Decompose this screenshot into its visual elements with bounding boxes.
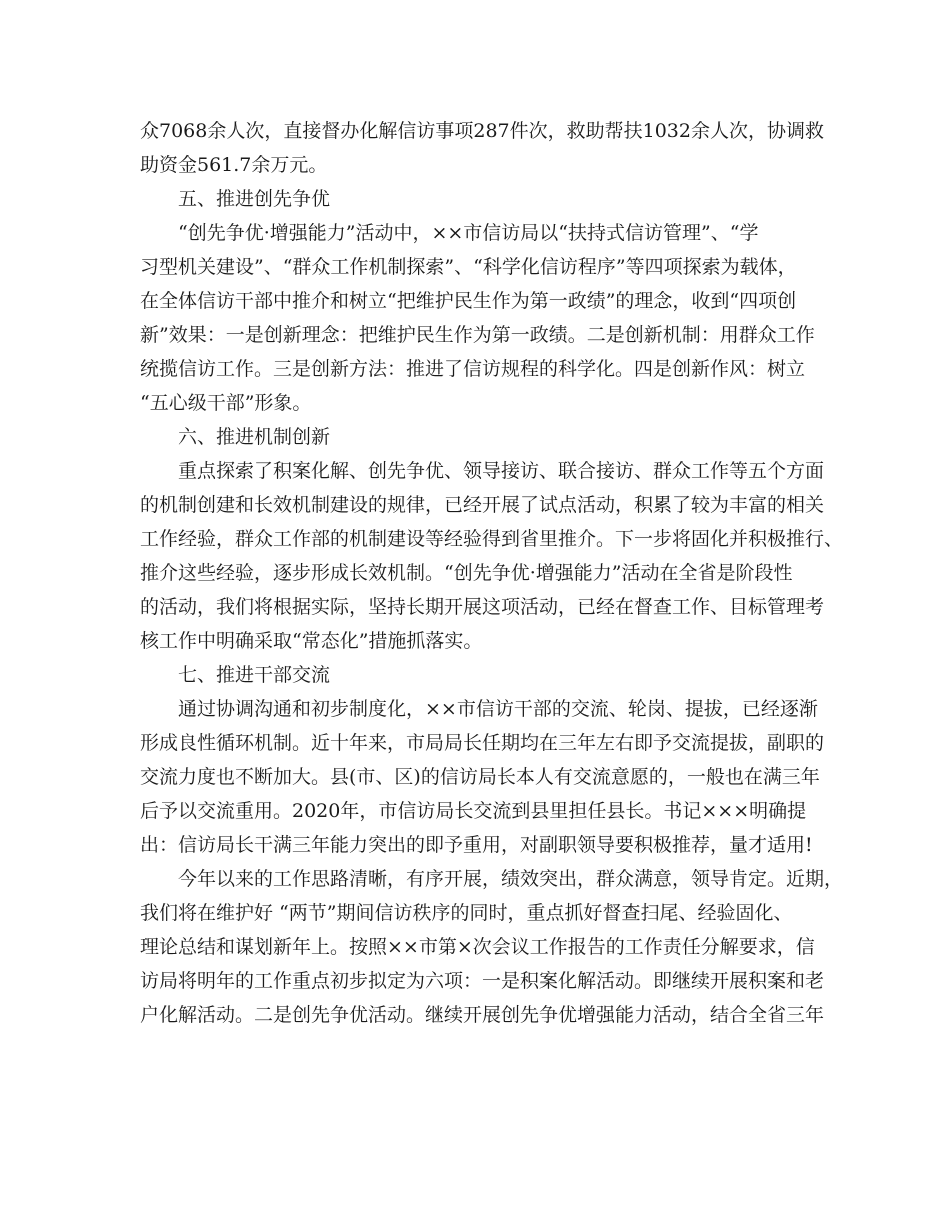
text-line: 新”效果：一是创新理念：把维护民生作为第一政绩。二是创新机制：用群众工作: [140, 324, 815, 346]
text-line: 理论总结和谋划新年上。按照××市第×次会议工作报告的工作责任分解要求，信: [140, 936, 815, 958]
text-line: 六、推进机制创新: [178, 426, 331, 448]
document-body: [140, 114, 844, 1032]
text-line: 出：信访局长干满三年能力突出的即予重用，对副职领导要积极推荐，量才适用!: [140, 834, 813, 856]
text-line: 后予以交流重用。2020年，市信访局长交流到县里担任县长。书记×××明确提: [140, 800, 807, 822]
text-line: 众7068余人次，直接督办化解信访事项287件次，救助帮扶1032余人次，协调救: [140, 120, 824, 142]
text-line: 的机制创建和长效机制建设的规律，已经开展了试点活动，积累了较为丰富的相关: [140, 494, 825, 516]
text-line: 户化解活动。二是创先争优活动。继续开展创先争优增强能力活动，结合全省三年: [140, 1004, 825, 1026]
text-line: 我们将在维护好 “两节”期间信访秩序的同时，重点抓好督查扫尾、经验固化、: [140, 902, 793, 924]
text-line: 今年以来的工作思路清晰，有序开展，绩效突出，群众满意，领导肯定。近期，: [178, 868, 844, 890]
text-line: 推介这些经验，逐步形成长效机制。“创先争优·增强能力”活动在全省是阶段性: [140, 562, 793, 584]
text-line: “五心级干部”形象。: [140, 392, 312, 414]
text-line: 在全体信访干部中推介和树立“把维护民生作为第一政绩”的理念，收到“四项创: [140, 290, 797, 312]
text-line: 通过协调沟通和初步制度化，××市信访干部的交流、轮岗、提拔，已经逐渐: [178, 698, 818, 720]
text-line: 访局将明年的工作重点初步拟定为六项：一是积案化解活动。即继续开展积案和老: [140, 970, 825, 992]
text-line: 工作经验，群众工作部的机制建设等经验得到省里推介。下一步将固化并积极推行、: [140, 528, 844, 550]
text-line: 助资金561.7余万元。: [140, 154, 328, 176]
text-line: 重点探索了积案化解、创先争优、领导接访、联合接访、群众工作等五个方面: [178, 460, 825, 482]
text-line: 形成良性循环机制。近十年来，市局局长任期均在三年左右即予交流提拔，副职的: [140, 732, 825, 754]
text-line: 统揽信访工作。三是创新方法：推进了信访规程的科学化。四是创新作风：树立: [140, 358, 806, 380]
text-line: 交流力度也不断加大。县(市、区)的信访局长本人有交流意愿的，一般也在满三年: [140, 766, 820, 788]
text-line: 五、推进创先争优: [178, 188, 331, 210]
text-line: “创先争优·增强能力”活动中，××市信访局以“扶持式信访管理”、“学: [178, 222, 759, 244]
text-line: 核工作中明确采取“常态化”措施抓落实。: [140, 630, 483, 652]
text-line: 的活动，我们将根据实际，坚持长期开展这项活动，已经在督查工作、目标管理考: [140, 596, 825, 618]
text-line: 习型机关建设”、“群众工作机制探索”、“科学化信访程序”等四项探索为载体，: [140, 256, 797, 278]
text-line: 七、推进干部交流: [178, 664, 331, 686]
